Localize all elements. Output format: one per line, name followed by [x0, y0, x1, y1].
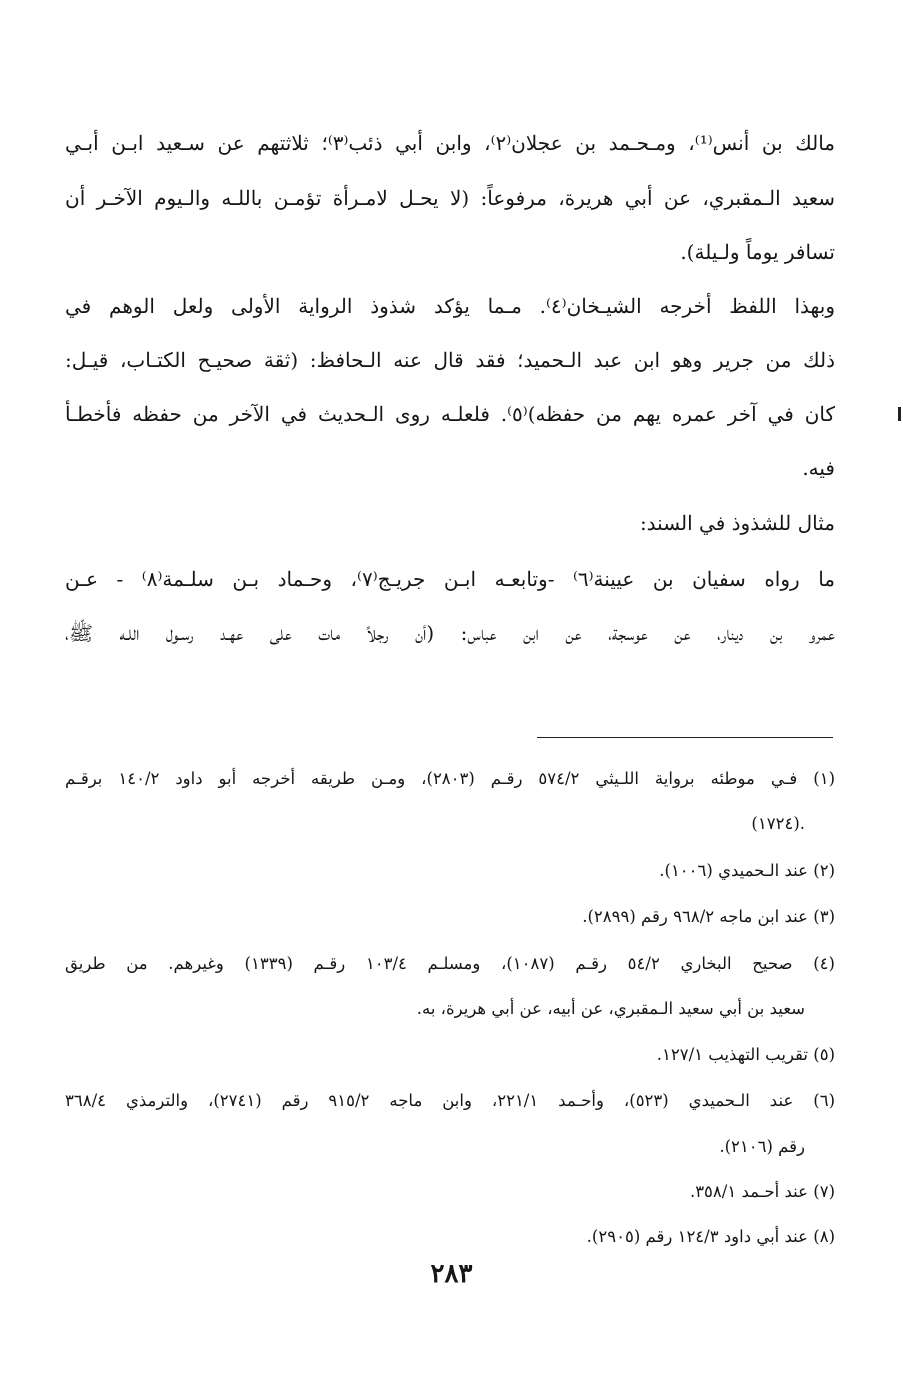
footnote-line: (١٧٢٤).	[751, 814, 805, 833]
margin-mark	[898, 407, 901, 421]
footnote-line: (٢) عند الـحميدي (١٠٠٦).	[659, 861, 835, 880]
footnote-line: (٣) عند ابن ماجه ٩٦٨/٢ رقم (٢٨٩٩).	[582, 907, 835, 926]
footnote-line: سعيد بن أبي سعيد الـمقبري، عن أبيه، عن أبي هريرة، به.	[416, 999, 805, 1018]
body-line: ذلك من جرير وهو ابن عبد الـحميد؛ فقد قال عنه الـحافظ: (ثقة صحيـح الكتـاب، قيـل:	[65, 348, 835, 372]
body-line: مالك بن أنس⁽¹⁾، ومـحـمد بن عجلان⁽٢⁾، وابن أبي ذئب⁽٣⁾؛ ثلاثتهم عن سـعيد ابـن أبـي	[65, 131, 836, 155]
page-number: ٢٨٣	[430, 1259, 473, 1289]
section-heading: مثال للشذوذ في السند:	[639, 511, 835, 535]
footnote-line: رقم (٢١٠٦).	[719, 1137, 805, 1156]
body-line: وبهذا اللفظ أخرجه الشيـخان⁽٤⁾. مـما يؤكد شذوذ الرواية الأولى ولعل الوهم في	[65, 294, 835, 318]
body-line: فيه.	[802, 456, 835, 480]
body-line: كان في آخر عمره يهم من حفظه)⁽٥⁾. فلعلـه روى الـحديث في الآخر من حفظه فأخطـأ	[65, 402, 835, 426]
footnote-line: (٥) تقريب التهذيب ١٢٧/١.	[656, 1045, 835, 1064]
footnote-line: (٧) عند أحـمد ٣٥٨/١.	[689, 1182, 835, 1201]
body-line: تسافر يوماً ولـيلة).	[680, 240, 835, 264]
footnote-line: (٤) صحيح البخاري ٥٤/٢ رقـم (١٠٨٧)، ومسلـم ١٠٣/٤ رقـم (١٣٣٩) وغيرهم. من طريق	[65, 954, 835, 973]
footnote-line: (١) فـي موطئه برواية اللـيثي ٥٧٤/٢ رقـم (٢٨٠٣)، ومـن طريقه أخرجه أبو داود ١٤٠/٢ برقـم	[65, 769, 836, 788]
body-line: عمرو بن دينار، عن عوسجة، عن ابن عباس: (أن رجلاً مات على عهـد رسـول اللـه ﷺ،	[65, 621, 835, 645]
footnote-line: (٦) عند الـحميدي (٥٢٣)، وأحـمد ٢٢١/١، وابن ماجه ٩١٥/٢ رقم (٢٧٤١)، والترمذي ٣٦٨/٤	[65, 1091, 835, 1110]
footnote-separator	[537, 737, 833, 738]
body-line: سعيد الـمقبري، عن أبي هريرة، مرفوعاً: (لا يحـل لامـرأة تؤمـن باللـه والـيوم الآخـر أن	[65, 186, 835, 210]
body-line: ما رواه سفيان بن عيينة⁽٦⁾ -وتابعـه ابـن جريـج⁽٧⁾، وحـماد بـن سلـمة⁽٨⁾ - عـن	[65, 567, 836, 591]
footnote-line: (٨) عند أبي داود ١٢٤/٣ رقم (٢٩٠٥).	[586, 1227, 835, 1246]
